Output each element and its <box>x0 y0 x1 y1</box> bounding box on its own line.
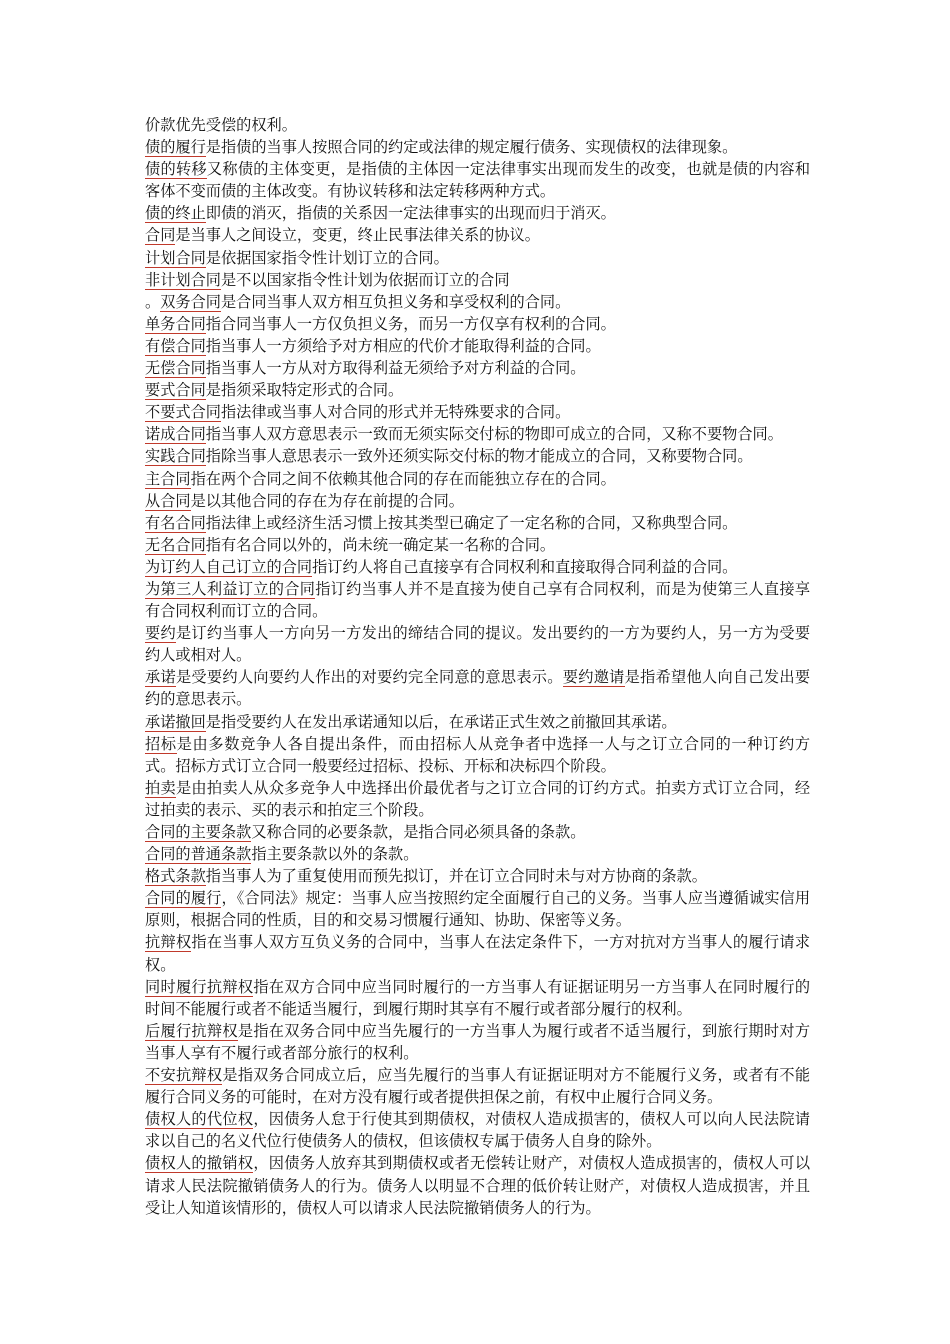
glossary-definition: 是由拍卖人从众多竞争人中选择出价最优者与之订立合同的订约方式。拍卖方式订立合同，经过拍卖的表示、买的表示和拍定三个阶段。 <box>145 778 811 819</box>
glossary-definition: ，因债务人放弃其到期债权或者无偿转让财产，对债权人造成损害的，债权人可以请求人民法院撤销债务人的行为。债务人以明显不合理的低价转让财产，对债权人造成损害，并且受让人知道该情形的，债权人可以请求人民法院撤销债务人的行为。 <box>145 1154 811 1217</box>
glossary-entry <box>145 556 810 578</box>
glossary-entry <box>145 357 810 379</box>
glossary-definition: 又称债的主体变更，是指债的主体因一定法律事实出现而发生的改变，也就是债的内容和客体不变而债的主体改变。有协议转移和法定转移两种方式。 <box>145 160 811 201</box>
glossary-entry <box>145 423 810 445</box>
glossary-entry <box>145 445 810 467</box>
glossary-term: 无名合同 <box>145 535 206 554</box>
glossary-term: 债权人的代位权 <box>145 1110 254 1129</box>
glossary-term: 有名合同 <box>145 513 206 532</box>
glossary-entry <box>145 136 810 158</box>
glossary-definition: 是指双务合同成立后，应当先履行的当事人有证据证明对方不能履行义务，或者有不能履行合同义务的可能时，在对方没有履行或者提供担保之前，有权中止履行合同义务。 <box>145 1066 811 1107</box>
glossary-definition: 是受要约人向要约人作出的对要约完全同意的意思表示。 <box>175 668 563 687</box>
glossary-entry <box>145 711 810 733</box>
glossary-definition: ，《合同法》规定：当事人应当按照约定全面履行自己的义务。当事人应当遵循诚实信用原则，根据合同的性质，目的和交易习惯履行通知、协助、保密等义务。 <box>145 889 811 930</box>
glossary-entry <box>145 843 810 865</box>
glossary-entry <box>145 202 810 224</box>
glossary-entry <box>145 224 810 246</box>
glossary-term: 同时履行抗辩权 <box>145 977 254 996</box>
glossary-definition: 是不以国家指令性计划为依据而订立的合同 <box>220 270 510 289</box>
glossary-entry <box>145 1064 810 1108</box>
glossary-definition: 指法律上或经济生活习惯上按其类型已确定了一定名称的合同，又称典型合同。 <box>205 513 738 532</box>
glossary-entry <box>145 777 810 821</box>
glossary-entry <box>145 512 810 534</box>
glossary-term: 非计划合同 <box>145 270 221 289</box>
glossary-entry <box>145 1152 810 1218</box>
glossary-term: 双务合同 <box>160 292 221 311</box>
glossary-entry <box>145 291 810 313</box>
glossary-definition: 即债的消灭，指债的关系因一定法律事实的出现而归于消灭。 <box>205 204 616 223</box>
glossary-term: 债权人的撤销权 <box>145 1154 254 1173</box>
glossary-entry <box>145 1020 810 1064</box>
glossary-term: 要约 <box>145 624 176 643</box>
glossary-entry <box>145 379 810 401</box>
glossary-definition: 是当事人之间设立，变更，终止民事法律关系的协议。 <box>175 226 540 245</box>
glossary-entry <box>145 666 810 710</box>
glossary-entry <box>145 269 810 291</box>
glossary-definition: 是由多数竞争人各自提出条件，而由招标人从竞争者中选择一人与之订立合同的一种订约方式。招标方式订立合同一般要经过招标、投标、开标和决标四个阶段。 <box>145 734 811 775</box>
glossary-term: 不安抗辩权 <box>145 1066 223 1085</box>
glossary-definition: 价款优先受偿的权利。 <box>145 116 297 134</box>
glossary-entry <box>145 490 810 512</box>
glossary-term: 合同的普通条款 <box>145 845 252 864</box>
glossary-definition: 是依据国家指令性计划订立的合同。 <box>205 248 449 267</box>
glossary-term: 承诺 <box>145 668 176 687</box>
glossary-entry <box>145 733 810 777</box>
glossary-definition: 指有名合同以外的，尚未统一确定某一名称的合同。 <box>205 535 556 554</box>
glossary-definition: 是以其他合同的存在为存在前提的合同。 <box>190 491 464 510</box>
glossary-entry <box>145 534 810 556</box>
glossary-entry <box>145 468 810 490</box>
glossary-definition: 是指受要约人在发出承诺通知以后，在承诺正式生效之前撤回其承诺。 <box>205 712 677 731</box>
glossary-term: 拍卖 <box>145 778 176 797</box>
glossary-definition: 是合同当事人双方相互负担义务和享受权利的合同。 <box>220 292 571 311</box>
glossary-entry <box>145 335 810 357</box>
glossary-entry <box>145 114 810 136</box>
glossary-entry <box>145 401 810 423</box>
glossary-definition: 指除当事人意思表示一致外还须实际交付标的物才能成立的合同，又称要物合同。 <box>205 447 753 466</box>
glossary-definition: 指订约人将自己直接享有合同权利和直接取得合同利益的合同。 <box>312 557 738 576</box>
glossary-definition: 是指须采取特定形式的合同。 <box>205 381 404 400</box>
glossary-entry <box>145 821 810 843</box>
entry-prefix: 。 <box>145 292 161 311</box>
glossary-term: 诺成合同 <box>145 425 206 444</box>
glossary-definition: 指在两个合同之间不依赖其他合同的存在而能独立存在的合同。 <box>190 469 616 488</box>
glossary-term: 从合同 <box>145 491 191 510</box>
glossary-definition: 指合同当事人一方仅负担义务，而另一方仅享有权利的合同。 <box>205 314 616 333</box>
glossary-term: 抗辩权 <box>145 933 192 952</box>
glossary-definition: 指当事人一方从对方取得利益无须给予对方利益的合同。 <box>205 359 586 378</box>
glossary-term: 为订约人自己订立的合同 <box>145 557 313 576</box>
glossary-term: 合同的主要条款 <box>145 823 252 841</box>
glossary-entry <box>145 865 810 887</box>
glossary-definition: 指在当事人双方互负义务的合同中，当事人在法定条件下，一方对抗对方当事人的履行请求权。 <box>145 933 811 974</box>
glossary-entry <box>145 931 810 975</box>
glossary-term: 招标 <box>145 734 177 753</box>
glossary-term: 承诺撤回 <box>145 712 206 731</box>
glossary-entry <box>145 887 810 931</box>
glossary-term: 有偿合同 <box>145 336 206 355</box>
glossary-term: 合同的履行 <box>145 889 222 908</box>
glossary-definition: 是指在双务合同中应当先履行的一方当事人为履行或者不适当履行，到旅行期时对方当事人享有不履行或者部分旅行的权利。 <box>145 1021 811 1062</box>
glossary-definition: 指在双方合同中应当同时履行的一方当事人有证据证明另一方当事人在同时履行的时间不能履行或者不能适当履行，到履行期时其享有不履行或者部分履行的权利。 <box>145 977 811 1018</box>
glossary-term: 债的转移 <box>145 160 207 179</box>
glossary-definition: 指当事人为了重复使用而预先拟订，并在订立合同时未与对方协商的条款。 <box>205 867 707 886</box>
glossary-term: 要式合同 <box>145 381 206 400</box>
glossary-definition: 指主要条款以外的条款。 <box>251 845 419 864</box>
glossary-definition: 是指希望他人向自己发出要约的意思表示。 <box>145 668 811 709</box>
glossary-definition: 指当事人一方须给予对方相应的代价才能取得利益的合同。 <box>205 336 601 355</box>
glossary-term: 要约邀请 <box>562 668 625 687</box>
glossary-definition: 指当事人双方意思表示一致而无须实际交付标的物即可成立的合同，又称不要物合同。 <box>205 425 783 444</box>
glossary-entry <box>145 1108 810 1152</box>
glossary-term: 单务合同 <box>145 314 206 333</box>
glossary-term: 合同 <box>145 226 176 245</box>
glossary-term: 实践合同 <box>145 447 206 466</box>
glossary-entry <box>145 313 810 335</box>
glossary-term: 后履行抗辩权 <box>145 1021 238 1040</box>
glossary-definition: 是指债的当事人按照合同的约定或法律的规定履行债务、实现债权的法律现象。 <box>205 138 738 157</box>
glossary-term: 计划合同 <box>145 248 206 267</box>
glossary-term: 主合同 <box>145 469 191 488</box>
glossary-term: 债的履行 <box>145 138 206 157</box>
glossary-entry <box>145 158 810 202</box>
glossary-definition: 指订约当事人并不是直接为使自己享有合同权利，而是为使第三人直接享有合同权利而订立的合同。 <box>145 579 811 621</box>
glossary-entry <box>145 976 810 1020</box>
document-body <box>145 114 810 1219</box>
glossary-entry <box>145 247 810 269</box>
glossary-entry <box>145 622 810 666</box>
glossary-definition: 是订约当事人一方向另一方发出的缔结合同的提议。发出要约的一方为要约人，另一方为受要约人或相对人。 <box>145 624 811 665</box>
glossary-definition: 又称合同的必要条款，是指合同必须具备的条款。 <box>251 823 586 841</box>
glossary-definition: 指法律或当事人对合同的形式并无特殊要求的合同。 <box>220 403 571 422</box>
glossary-term: 格式条款 <box>145 867 206 886</box>
glossary-term: 为第三人利益订立的合同 <box>145 579 316 598</box>
glossary-term: 不要式合同 <box>145 403 221 422</box>
glossary-term: 无偿合同 <box>145 359 206 378</box>
glossary-definition: ，因债务人怠于行使其到期债权，对债权人造成损害的，债权人可以向人民法院请求以自己的名义代位行使债务人的债权，但该债权专属于债务人自身的除外。 <box>145 1110 811 1151</box>
glossary-entry <box>145 578 810 622</box>
glossary-term: 债的终止 <box>145 204 206 223</box>
